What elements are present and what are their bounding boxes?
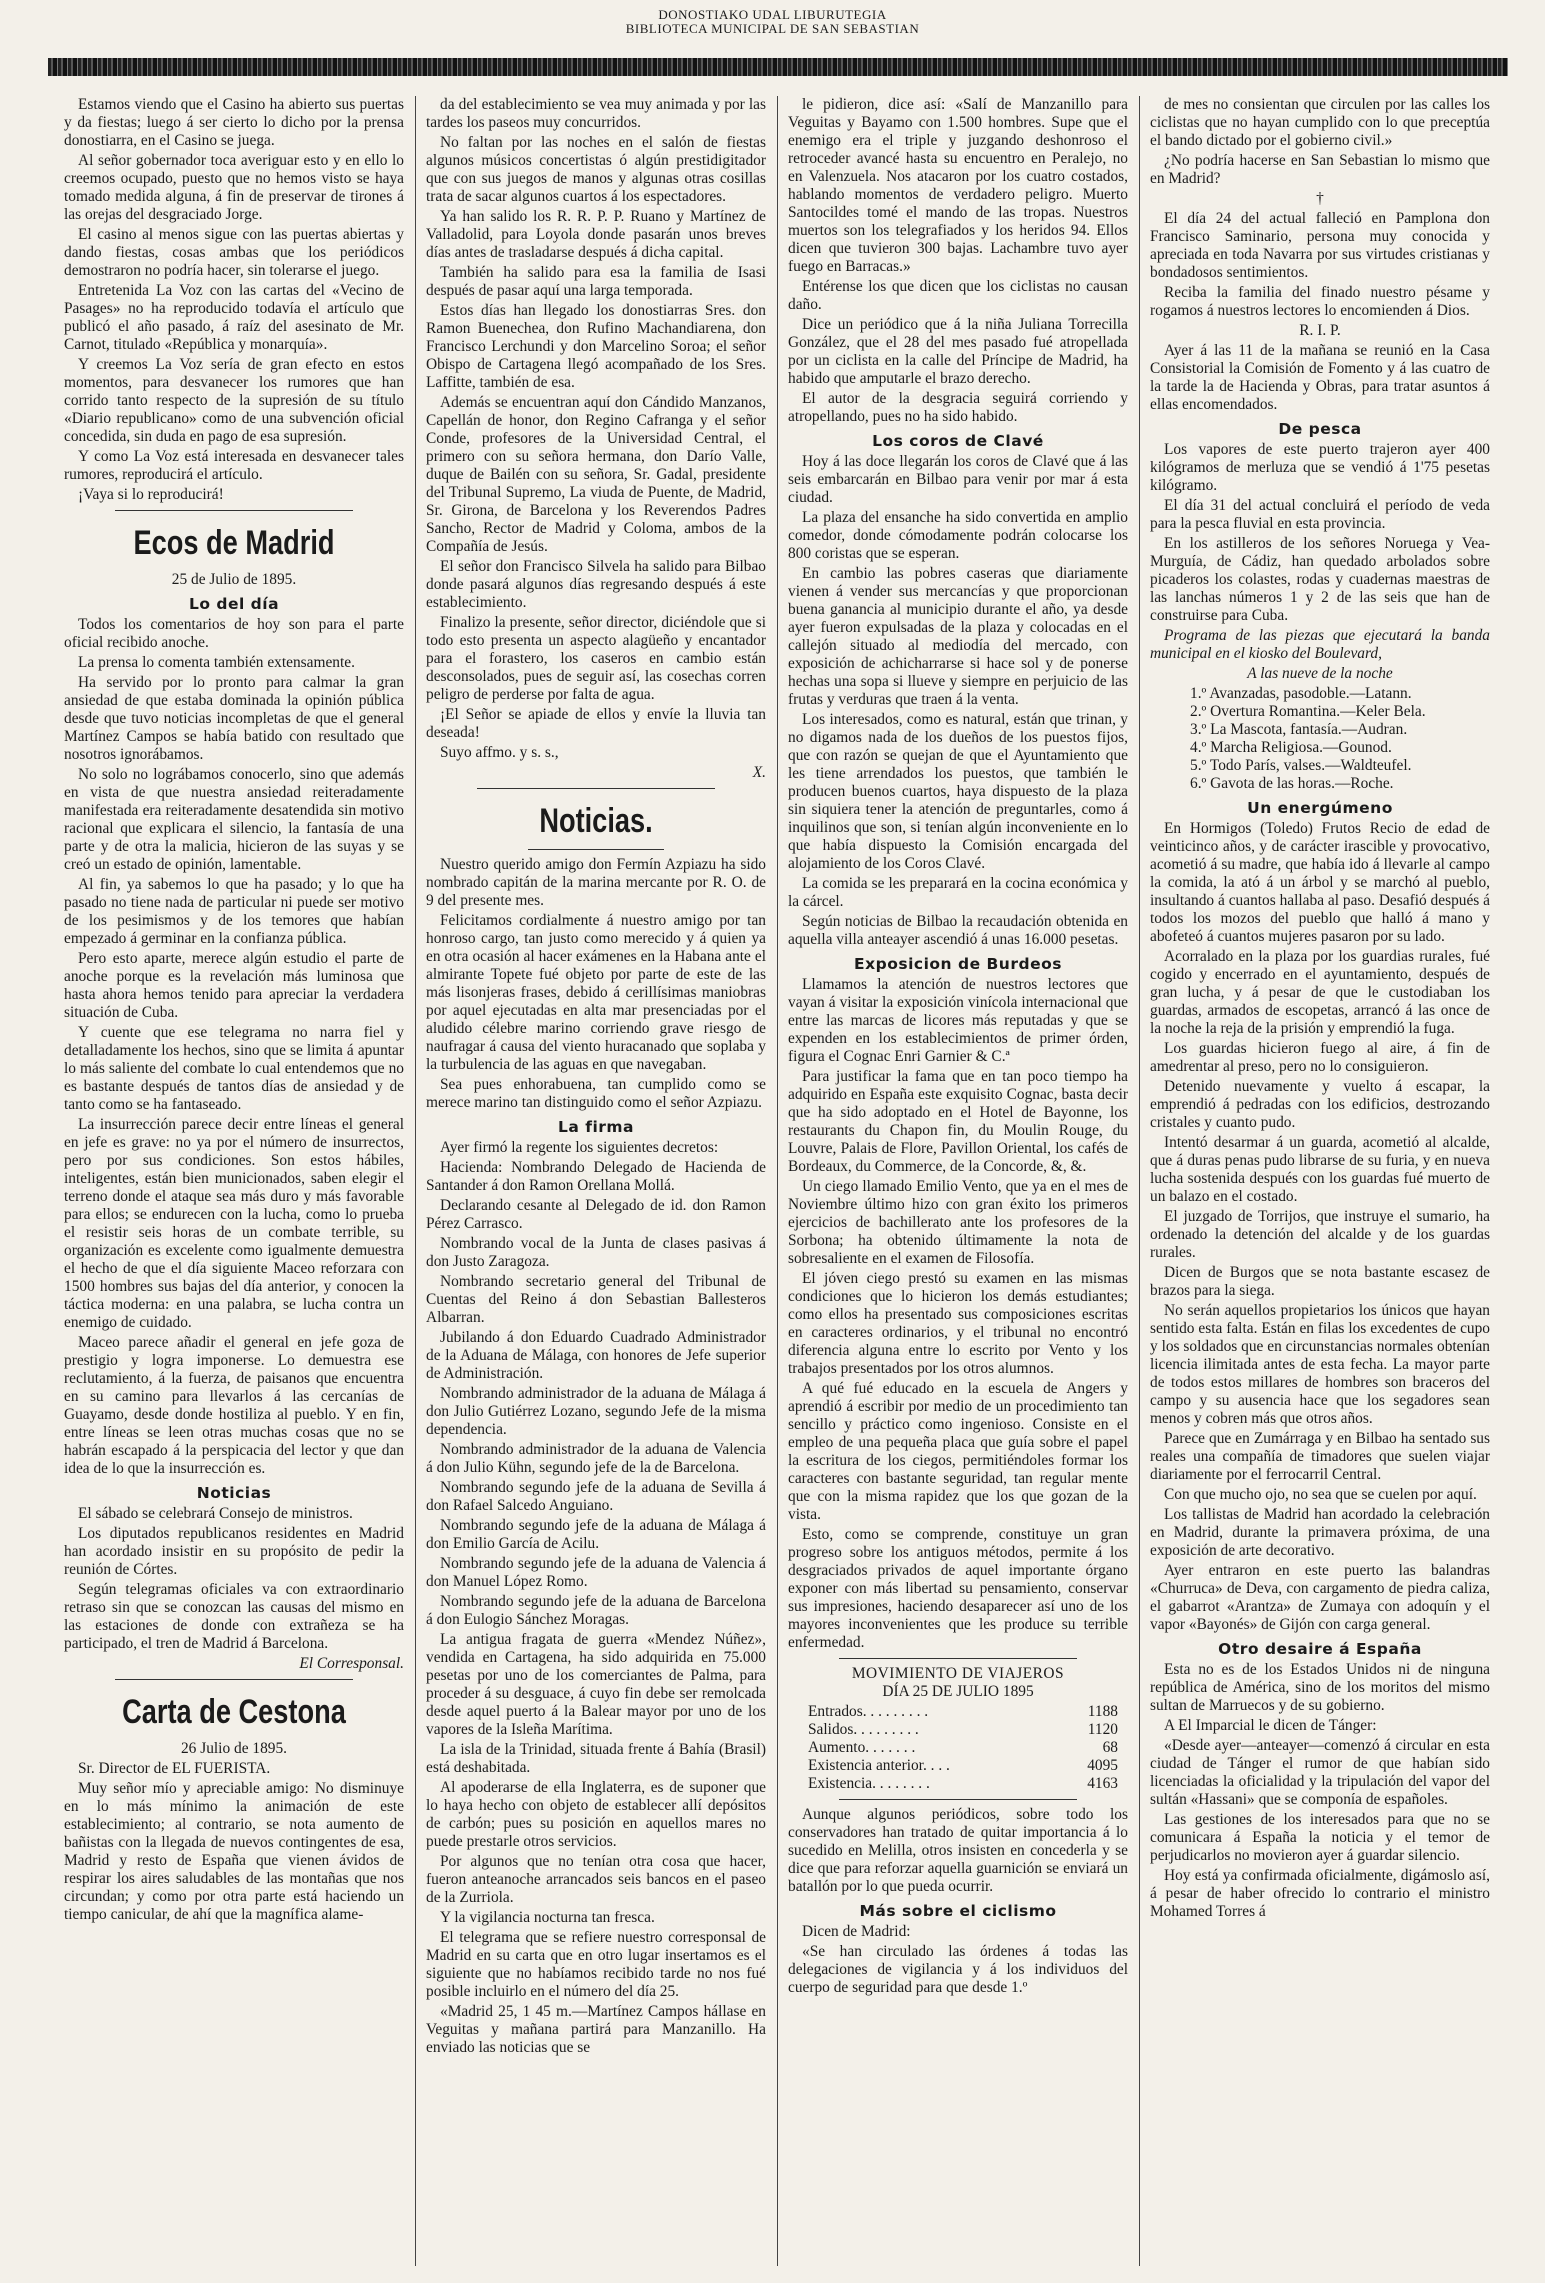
paragraph: Maceo parece añadir el general en jefe goza de prestigio y logra imponerse. Lo demuestra ese reclutamiento, á la fuerza, de paisanos que encuentra en su camino para llevarlos á las cercanías de Guayamo, desde donde hostiliza al pueblo. Y en fin, entre líneas se leen otras muchas cosas que no se habrán escapado á la perspicacia del lector y que dan idea de lo que la insurrección es.: [64, 1334, 404, 1477]
ecos-title: Ecos de Madrid: [133, 524, 335, 562]
paragraph: Todos los comentarios de hoy son para el parte oficial recibido anoche.: [64, 616, 404, 651]
table-row: [788, 1757, 1128, 1775]
paragraph: La isla de la Trinidad, situada frente á Bahía (Brasil) está deshabitada.: [426, 1741, 766, 1776]
paragraph: A qué fué educado en la escuela de Angers y aprendió á escribir por medio de un procedimiento tan sencillo y práctico como ingenioso. Consiste en el empleo de una pequeña placa que guía sobre el papel la escritura de los ciegos, permitiéndoles formar los caracteres con bastante seguridad, tan regular mente que con la misma rapidez que los que gozan de la vista.: [788, 1380, 1128, 1523]
paragraph: Un ciego llamado Emilio Vento, que ya en el mes de Noviembre último hizo con gran éxito los primeros ejercicios de bachillerato ante los profesores de la Sorbona; ha obtenido últimamente la nota de sobresaliente en el examen de Filosofía.: [788, 1178, 1128, 1267]
paragraph: Estos días han llegado los donostiarras Sres. don Ramon Buenechea, don Rufino Machandiarena, don Francisco Lerchundi y don Marcelino Soroa; el señor Obispo de Cartagena llegó acompañado de los Sres. Laffitte, también de esa.: [426, 302, 766, 391]
list-item: 1.º Avanzadas, pasodoble.—Latann.: [1190, 685, 1412, 702]
programa-list: [1150, 685, 1490, 793]
ecos-date: 25 de Julio de 1895.: [171, 571, 297, 588]
paragraph: El día 31 del actual concluirá el período de veda para la pesca fluvial en esta provincia.: [1150, 497, 1490, 532]
paragraph: El día 24 del actual falleció en Pamplona don Francisco Saminario, persona muy conocida y apreciada en toda Navarra por sus virtudes cristianas y bondadosos sentimientos.: [1150, 210, 1490, 281]
list-item: 5.º Todo París, valses.—Waldteufel.: [1190, 757, 1412, 774]
header-ornament-bar: [48, 58, 1508, 76]
paragraph: El sábado se celebrará Consejo de ministros.: [78, 1505, 353, 1522]
paragraph: Para justificar la fama que en tan poco tiempo ha adquirido en España este exquisito Cognac, basta decir que ha sido adoptado en el Hotel de Bayonne, los restaurants du Chapon fin, du Moulin Rouge, du Louvre, Palais de Flore, Pavillon Oriental, los cafés de Bordeaux, du Commerce, de la Concorde, &, &.: [788, 1068, 1128, 1175]
row-label: Entrados. . . . . . . . .: [808, 1703, 929, 1720]
noticias-heading: Noticias: [196, 1484, 272, 1502]
row-value: 4163: [1087, 1775, 1118, 1792]
divider: [839, 1658, 1077, 1659]
viajeros-title: MOVIMIENTO DE VIAJEROS: [851, 1665, 1065, 1682]
dia-heading: Lo del día: [188, 595, 280, 613]
paragraph: La plaza del ensanche ha sido convertida en amplio comedor, donde cómodamente podrán colocarse los 800 coristas que se esperan.: [788, 509, 1128, 562]
signature: El Corresponsal.: [299, 1655, 404, 1672]
coros-heading: Los coros de Clavé: [872, 432, 1044, 450]
paragraph: Ayer á las 11 de la mañana se reunió en la Casa Consistorial la Comisión de Fomento y á las cuatro de la tarde la de Hacienda y Obras, para tratar asuntos á ellas encomendados.: [1150, 342, 1490, 413]
list-item: 3.º La Mascota, fantasía.—Audran.: [1190, 721, 1408, 738]
energumeno-heading: Un energúmeno: [1247, 799, 1393, 817]
column-3: [788, 96, 1128, 2266]
column-4: [1150, 96, 1490, 2266]
paragraph: Dicen de Burgos que se nota bastante escasez de brazos para la siega.: [1150, 1264, 1490, 1299]
row-label: Existencia anterior. . . .: [808, 1757, 950, 1774]
column-rule: [777, 96, 778, 2266]
row-value: 4095: [1087, 1757, 1118, 1774]
paragraph: Esta no es de los Estados Unidos ni de ninguna república de América, sino de los moritos del mismo sultan de Marruecos y de su gobierno.: [1150, 1661, 1490, 1714]
paragraph: Los guardas hicieron fuego al aire, á fin de amedrentar al preso, pero no lo consiguieron.: [1150, 1040, 1490, 1075]
divider: [115, 1679, 353, 1680]
paragraph: Esto, como se comprende, constituye un gran progreso sobre los antiguos métodos, permite á los desgraciados privados de aquel importante órgano exponer con más libertad su pensamiento, conservar sus impresiones, haciendo desaparecer así uno de los mayores inconvenientes que les produce su terrible enfermedad.: [788, 1526, 1128, 1651]
paragraph: ¿No podría hacerse en San Sebastian lo mismo que en Madrid?: [1150, 152, 1490, 187]
paragraph: Sr. Director de EL FUERISTA.: [78, 1760, 271, 1777]
paragraph: El casino al menos sigue con las puertas abiertas y dando fiestas, cosas ambas que los periódicos demostraron no podría hacer, sin tolerarse el juego.: [64, 226, 404, 279]
paragraph: Pero esto aparte, merece algún estudio el parte de anoche porque es la revelación más luminosa que hasta ahora hemos tenido para apreciar la verdadera situación de Cuba.: [64, 950, 404, 1021]
paragraph: Según telegramas oficiales va con extraordinario retraso sin que se conozcan las causas del mismo en las estaciones de donde con extrañeza se ha participado, el tren de Madrid á Barcelona.: [64, 1581, 404, 1652]
row-value: 68: [1102, 1739, 1118, 1756]
table-row: [788, 1721, 1128, 1739]
paragraph: Nombrando segundo jefe de la aduana de Valencia á don Manuel López Romo.: [426, 1555, 766, 1590]
stamp-line-2: BIBLIOTECA MUNICIPAL DE SAN SEBASTIAN: [625, 21, 920, 36]
paragraph: No serán aquellos propietarios los únicos que hayan sentido esta falta. Están en filas los excedentes de cupo y los soldados que en circunstancias normales obtenían licencia ilimitada antes de esta fecha. La mayor parte de todos estos millares de hombres son braceros del campo y su ausencia hace que los segadores sean menos y cobren más que otros años.: [1150, 1302, 1490, 1427]
paragraph: Los tallistas de Madrid han acordado la celebración en Madrid, durante la primavera próxima, de una exposición de arte decorativo.: [1150, 1506, 1490, 1559]
paragraph: Nombrando secretario general del Tribunal de Cuentas del Reino á don Sebastian Ballesteros Albarran.: [426, 1273, 766, 1326]
paragraph: Nombrando vocal de la Junta de clases pasivas á don Justo Zaragoza.: [426, 1235, 766, 1270]
paragraph: Al fin, ya sabemos lo que ha pasado; y lo que ha pasado no tiene nada de particular ni puede ser motivo de los pesimismos y de los temores que habían empezado á germinar en la confianza pública.: [64, 876, 404, 947]
paragraph: Hoy está ya confirmada oficialmente, digámoslo así, á pesar de haber ofrecido lo contrario el ministro Mohamed Torres á: [1150, 1867, 1490, 1920]
paragraph: La comida se les preparará en la cocina económica y la cárcel.: [788, 875, 1128, 910]
paragraph: ¡El Señor se apiade de ellos y envíe la lluvia tan deseada!: [426, 706, 766, 741]
paragraph: Sea pues enhorabuena, tan cumplido como se merece marino tan distinguido como el señor Azpiazu.: [426, 1076, 766, 1111]
paragraph: Las gestiones de los interesados para que no se comunicara á España la noticia y el temor de perjudicarlos no movieron ayer á guardar silencio.: [1150, 1811, 1490, 1864]
paragraph: Y como La Voz está interesada en desvanecer tales rumores, reproducirá el artículo.: [64, 448, 404, 483]
paragraph: Y creemos La Voz sería de gran efecto en estos momentos, para desvanecer los rumores que han corrido tanto respecto de la supresión de su título «Diario republicano» como de una subvención oficial concedida, sin duda en pago de esa supresión.: [64, 356, 404, 445]
paragraph: La antigua fragata de guerra «Mendez Núñez», vendida en Cartagena, ha sido adquirida en 75.000 pesetas por uno de los comerciantes de Palma, para proceder á su desguace, á cuyo fin debe ser remolcada desde aquel puerto á la Balear mayor por uno de los vapores de la Isleña Marítima.: [426, 1631, 766, 1738]
paragraph: Los diputados republicanos residentes en Madrid han acordado insistir en su propósito de pedir la reunión de Córtes.: [64, 1525, 404, 1578]
pesca-heading: De pesca: [1278, 420, 1362, 438]
paragraph: ¡Vaya si lo reproducirá!: [78, 486, 224, 503]
paragraph: Llamamos la atención de nuestros lectores que vayan á visitar la exposición vinícola internacional que entre las marcas de licores más reputadas y que se expenden en los establecimientos de primer órden, figura el Cognac Enri Garnier & C.ª: [788, 976, 1128, 1065]
column-rule: [1139, 96, 1140, 2266]
paragraph: No faltan por las noches en el salón de fiestas algunos músicos concertistas ó algún prestidigitador que con sus juegos de manos y algunas otras cosillas trata de sacar algunos cuartos á los espectadores.: [426, 134, 766, 205]
paragraph: En los astilleros de los señores Noruega y Vea-Murguía, de Cádiz, han quedado arbolados sobre picaderos los colastes, rodas y cuadernas maestras de las lanchas números 1 y 2 de las seis que han de construirse para Cuba.: [1150, 535, 1490, 624]
paragraph: No solo no lográbamos conocerlo, sino que además en vista de que nuestra ansiedad reiteradamente manifestada era reiteradamente desatendida sin motivo racional que explicara el silencio, la fantasía de una parte y de otra la malicia, hicieron de las suyas y se creó un estado de opinión, lamentable.: [64, 766, 404, 873]
paragraph: Suyo affmo. y s. s.,: [440, 744, 559, 761]
paragraph: Nombrando administrador de la aduana de Málaga á don Julio Gutiérrez Lozano, segundo Jefe de la misma dependencia.: [426, 1385, 766, 1438]
paragraph: Detenido nuevamente y vuelto á escapar, la emprendió á pedradas con los edificios, destrozando cristales y cuanto pudo.: [1150, 1078, 1490, 1131]
cross-icon: †: [1316, 190, 1324, 207]
paragraph: Ya han salido los R. R. P. P. Ruano y Martínez de Valladolid, para Loyola donde pasarán unos breves días antes de trasladarse después á dicha capital.: [426, 208, 766, 261]
paragraph: El autor de la desgracia seguirá corriendo y atropellando, pues no ha sido habido.: [788, 390, 1128, 425]
stamp-line-1: DONOSTIAKO UDAL LIBURUTEGIA: [658, 7, 887, 22]
expo-heading: Exposicion de Burdeos: [854, 955, 1062, 973]
paragraph: Jubilando á don Eduardo Cuadrado Administrador de la Aduana de Málaga, con honores de Jefe superior de Administración.: [426, 1329, 766, 1382]
row-value: 1120: [1087, 1721, 1118, 1738]
paragraph: «Madrid 25, 1 45 m.—Martínez Campos hállase en Veguitas y mañana partirá para Manzanillo. Ha enviado las noticias que se: [426, 2003, 766, 2056]
viajeros-table: [788, 1703, 1128, 1793]
paragraph: Reciba la familia del finado nuestro pésame y rogamos á nuestros lectores lo encomienden á Dios.: [1150, 284, 1490, 319]
paragraph: Por algunos que no tenían otra cosa que hacer, fueron anteanoche arrancados seis bancos en el paseo de la Zurriola.: [426, 1853, 766, 1906]
paragraph: Hacienda: Nombrando Delegado de Hacienda de Santander á don Ramon Orellana Mollá.: [426, 1159, 766, 1194]
table-row: [788, 1703, 1128, 1721]
paragraph: Intentó desarmar á un guarda, acometió al alcalde, que á duras penas pudo librarse de su furia, y en nueva lucha sostenida después con los guardas fué muerto de un balazo en el costado.: [1150, 1134, 1490, 1205]
paragraph: Acorralado en la plaza por los guardias rurales, fué cogido y encerrado en el ayuntamiento, después de gran lucha, y á pesar de que le custodiaban los guardas, armados de escopetas, arrancó á las once de la noche la reja de la prisión y emprendió la fuga.: [1150, 948, 1490, 1037]
paragraph: Nombrando segundo jefe de la aduana de Sevilla á don Rafael Salcedo Anguiano.: [426, 1479, 766, 1514]
row-value: 1188: [1087, 1703, 1118, 1720]
paragraph: También ha salido para esa la familia de Isasi después de pasar aquí una larga temporada.: [426, 264, 766, 299]
paragraph: El telegrama que se refiere nuestro corresponsal de Madrid en su carta que en otro lugar insertamos es el siguiente que no habíamos recibido tarde no nos fué posible incluirlo en el número del día 25.: [426, 1929, 766, 2000]
paragraph: El jóven ciego prestó su examen en las mismas condiciones que lo hicieron los demás estudiantes; como ellos ha presentado sus composiciones escritas en caracteres ordinarios, y el tribunal no encontró diferencia alguna entre lo escrito por Vento y los trabajos presentados por los otros alumnos.: [788, 1270, 1128, 1377]
row-label: Salidos. . . . . . . . .: [808, 1721, 919, 1738]
list-item: 4.º Marcha Religiosa.—Gounod.: [1190, 739, 1392, 756]
paragraph: Dice un periódico que á la niña Juliana Torrecilla González, que el 28 del mes pasado fué atropellada por un ciclista en la calle del Príncipe de Madrid, ha habido que amputarle el brazo derecho.: [788, 316, 1128, 387]
paragraph: Estamos viendo que el Casino ha abierto sus puertas y da fiestas; luego á ser cierto lo dicho por la prensa donostiarra, en el Casino se juega.: [64, 96, 404, 149]
ciclismo-heading: Más sobre el ciclismo: [859, 1902, 1057, 1920]
divider: [839, 1799, 1077, 1800]
paragraph: Dicen de Madrid:: [802, 1923, 911, 1940]
paragraph: Al señor gobernador toca averiguar esto y en ello lo creemos ocupado, puesto que no hemos visto se haya tomado medida alguna, á fin de preservar de tirones á las orejas del desgraciado Jorge.: [64, 152, 404, 223]
paragraph: Con que mucho ojo, no sea que se cuelen por aquí.: [1164, 1486, 1477, 1503]
library-stamp: [0, 8, 1545, 36]
programa-intro: Programa de las piezas que ejecutará la banda municipal en el kiosko del Boulevard,: [1150, 627, 1490, 662]
table-row: [788, 1739, 1128, 1757]
paragraph: Según noticias de Bilbao la recaudación obtenida en aquella villa anteayer ascendió á unas 16.000 pesetas.: [788, 913, 1128, 948]
paragraph: Declarando cesante al Delegado de id. don Ramon Pérez Carrasco.: [426, 1197, 766, 1232]
row-label: Existencia. . . . . . . .: [808, 1775, 930, 1792]
divider: [477, 788, 715, 789]
viajeros-date: DÍA 25 DE JULIO 1895: [882, 1683, 1034, 1700]
column-rule: [415, 96, 416, 2266]
paragraph: Entérense los que dicen que los ciclistas no causan daño.: [788, 278, 1128, 313]
paragraph: Los vapores de este puerto trajeron ayer 400 kilógramos de merluza que se vendió á 1'75 pesetas kilógramo.: [1150, 441, 1490, 494]
paragraph: En Hormigos (Toledo) Frutos Recio de edad de veinticinco años, y de carácter irascible y provocativo, acometió á su madre, que había ido á llevarle al campo la comida, la ató á un árbol y se marchó al pueblo, insultando á cuantos hallaba al paso. Desafió después á todos los mozos del pueblo que halló á mano y abofeteó á cuantos mujeres pasaron por su lado.: [1150, 820, 1490, 945]
paragraph: Felicitamos cordialmente á nuestro amigo por tan honroso cargo, tan justo como merecido y á quien ya en otra ocasión al hacer exámenes en la Habana ante el almirante Topete fué objeto por parte de este de las más lisonjeras frases, debido á cerillísimas maniobras por aquel ejecutadas en alta mar presenciadas por el aludido célebre marino corriendo grave riesgo de naufragar á causa del viento huracanado que soplaba y la turbulencia de las aguas en que navegaban.: [426, 912, 766, 1073]
paragraph: «Se han circulado las órdenes á todas las delegaciones de vigilancia y á los individuos del cuerpo de seguridad para que desde 1.º: [788, 1943, 1128, 1996]
paragraph: La insurrección parece decir entre líneas el general en jefe es grave: no ya por el número de insurrectos, pero por sus condiciones. Son estos hábiles, inteligentes, están bien municionados, saben elegir el terreno donde el ataque sea más duro y más favorable para ellos; se endurecen con la lucha, como lo prueba el resistir seis horas de un combate terrible, su organización es excelente como igualmente demuestra el hecho de que el día siguiente Maceo reforzara con 1500 hombres sus bajas del día anterior, y conocen la táctica moderna: en una palabra, se lucha contra un enemigo de cuidado.: [64, 1116, 404, 1331]
paragraph: Y la vigilancia nocturna tan fresca.: [440, 1909, 655, 1926]
paragraph: le pidieron, dice así: «Salí de Manzanillo para Veguitas y Bayamo con 1.500 hombres. Supe que el enemigo era el triple y juzgando deshonroso el retroceder avancé hasta su encuentro en Peralejo, no en Valenzuela. Nos atacaron por los cuatro costados, hablando momentos de verdadero peligro. Muerto Santocildes tomé el mando de las tropas. Nuestros muertos son los telegrafiados y los heridos 94. Ellos dicen que tuvieron 300 bajas. Lachambre tuvo ayer fuego en Barracas.»: [788, 96, 1128, 275]
carta-date: 26 Julio de 1895.: [180, 1740, 288, 1757]
paragraph: de mes no consientan que circulen por las calles los ciclistas que no hayan cumplido con lo que preceptúa el bando dictado por el gobierno civil.»: [1150, 96, 1490, 149]
divider: [528, 849, 664, 850]
paragraph: Hoy á las doce llegarán los coros de Clavé que á las seis embarcarán en Bilbao para venir por mar á esta ciudad.: [788, 453, 1128, 506]
paragraph: Ayer entraron en este puerto las balandras «Churruca» de Deva, con cargamento de piedra caliza, el gabarrot «Arantza» de Zumaya con adoquín y el vapor «Bayonés» de Gijón con carga general.: [1150, 1562, 1490, 1633]
desaire-heading: Otro desaire á España: [1218, 1640, 1422, 1658]
programa-time: A las nueve de la noche: [1247, 665, 1393, 682]
column-1: [64, 96, 404, 2266]
list-item: 2.º Overtura Romantina.—Keler Bela.: [1190, 703, 1426, 720]
row-label: Aumento. . . . . . .: [808, 1739, 916, 1756]
column-2: [426, 96, 766, 2266]
paragraph: El señor don Francisco Silvela ha salido para Bilbao donde pasará algunos días regresando después á este establecimiento.: [426, 558, 766, 611]
paragraph: En cambio las pobres caseras que diariamente vienen á vender sus mercancías y que proporcionan buena ganancia al municipio durante el año, ya desde ayer fueron expulsadas de la plaza y colocadas en el callejón situado al mediodía del mercado, con exposición de achicharrarse si hace sol y de ponerse hechas una sopa si llueve y siempre en perjuicio de las frutas y verduras que traen á la venta.: [788, 565, 1128, 708]
firma-heading: La firma: [557, 1118, 635, 1136]
rip-text: R. I. P.: [1299, 322, 1341, 339]
columns: [64, 96, 1488, 2266]
paragraph: Los interesados, como es natural, están que trinan, y no digamos nada de los dueños de los puestos fijos, que con razón se quejan de que el Ayuntamiento que les tiene arrendados los puestos, que también le producen buenos cuartos, haya dispuesto de la plaza sin siquiera tener la atención de preguntarles, como á inquilinos que son, si tenían algún inconveniente en lo que había dispuesto la Comisión encargada del alojamiento de los Coros Clavé.: [788, 711, 1128, 872]
paragraph: La prensa lo comenta también extensamente.: [78, 654, 355, 671]
list-item: 6.º Gavota de las horas.—Roche.: [1190, 775, 1394, 792]
paragraph: Ha servido por lo pronto para calmar la gran ansiedad de que estaba dominada la opinión pública desde que tuvo noticias incompletas de que el general Martínez Campos se había batido con resultado que nosotros ignorábamos.: [64, 674, 404, 763]
paragraph: Nombrando administrador de la aduana de Valencia á don Julio Kühn, segundo jefe de la de Barcelona.: [426, 1441, 766, 1476]
paragraph: Al apoderarse de ella Inglaterra, es de suponer que lo haya hecho con objeto de establecer allí depósitos de carbón; pues su posición en aquellos mares no puede prestarle otros servicios.: [426, 1779, 766, 1850]
carta-title: Carta de Cestona: [122, 1693, 346, 1731]
paragraph: Y cuente que ese telegrama no narra fiel y detalladamente los hechos, sino que se limita á apuntar lo más saliente del combate lo cual entendemos que no es bastante después de tantos días de ansiedad y de tanto como se ha fantaseado.: [64, 1024, 404, 1113]
paragraph: «Desde ayer—anteayer—comenzó á circular en esta ciudad de Tánger el rumor de que habían sido licenciadas la oficialidad y la tripulación del vapor del sultán «Hassani» que se componía de españoles.: [1150, 1737, 1490, 1808]
paragraph: A El Imparcial le dicen de Tánger:: [1164, 1717, 1377, 1734]
paragraph: Nuestro querido amigo don Fermín Azpiazu ha sido nombrado capitán de la marina mercante por R. O. de 9 del presente mes.: [426, 856, 766, 909]
paragraph: Ayer firmó la regente los siguientes decretos:: [440, 1139, 719, 1156]
paragraph: Aunque algunos periódicos, sobre todo los conservadores han tratado de quitar importancia á lo sucedido en Melilla, otros insisten en concederla y se dice que para reforzar aquella guarnición se enviará un batallón por lo que pueda ocurrir.: [788, 1806, 1128, 1895]
paragraph: Además se encuentran aquí don Cándido Manzanos, Capellán de honor, don Regino Cafranga y el señor Conde, profesores de la Universidad Central, el primero con su señora hermana, don Darío Valle, duque de Bailén con su señora, Sr. Gadal, presidente del Tribunal Supremo, La viuda de Puente, de Madrid, Sr. Girona, de Barcelona y los Reverendos Padres Sancho, Rector de Madrid y Coloma, ambos de la Compañía de Jesús.: [426, 394, 766, 555]
divider: [115, 510, 353, 511]
paragraph: El juzgado de Torrijos, que instruye el sumario, ha ordenado la detención del alcalde y de los guardas rurales.: [1150, 1208, 1490, 1261]
paragraph: Nombrando segundo jefe de la aduana de Málaga á don Emilio García de Acilu.: [426, 1517, 766, 1552]
casino-section: [64, 96, 404, 504]
paragraph: Nombrando segundo jefe de la aduana de Barcelona á don Eulogio Sánchez Moragas.: [426, 1593, 766, 1628]
noticias-title: Noticias.: [539, 802, 653, 840]
paragraph: Parece que en Zumárraga y en Bilbao ha sentado sus reales una compañía de timadores que suelen viajar diariamente por el ferrocarril Central.: [1150, 1430, 1490, 1483]
paragraph: Muy señor mío y apreciable amigo: No disminuye en lo más mínimo la animación de este establecimiento; al contrario, se nota aumento de bañistas con la llegada de nuevos contingentes de esa, Madrid y resto de España que vienen ávidos de respirar los aires saludables de las montañas que nos circundan; y como por otra parte está haciendo un tiempo canicular, de ahí que la magnífica alame-: [64, 1780, 404, 1923]
table-row: [788, 1775, 1128, 1793]
paragraph: Finalizo la presente, señor director, diciéndole que si todo esto presenta un aspecto alagüeño y encantador para el forastero, los caseros en cambio están desconsolados, pues de seguir así, las cosechas corren peligro de perderse por falta de agua.: [426, 614, 766, 703]
signature: X.: [752, 764, 766, 781]
paragraph: da del establecimiento se vea muy animada y por las tardes los paseos muy concurridos.: [426, 96, 766, 131]
paragraph: Entretenida La Voz con las cartas del «Vecino de Pasages» no ha reproducido todavía el artículo que publicó el año pasado, á raíz del asesinato de Mr. Carnot, titulado «República y monarquía».: [64, 282, 404, 353]
